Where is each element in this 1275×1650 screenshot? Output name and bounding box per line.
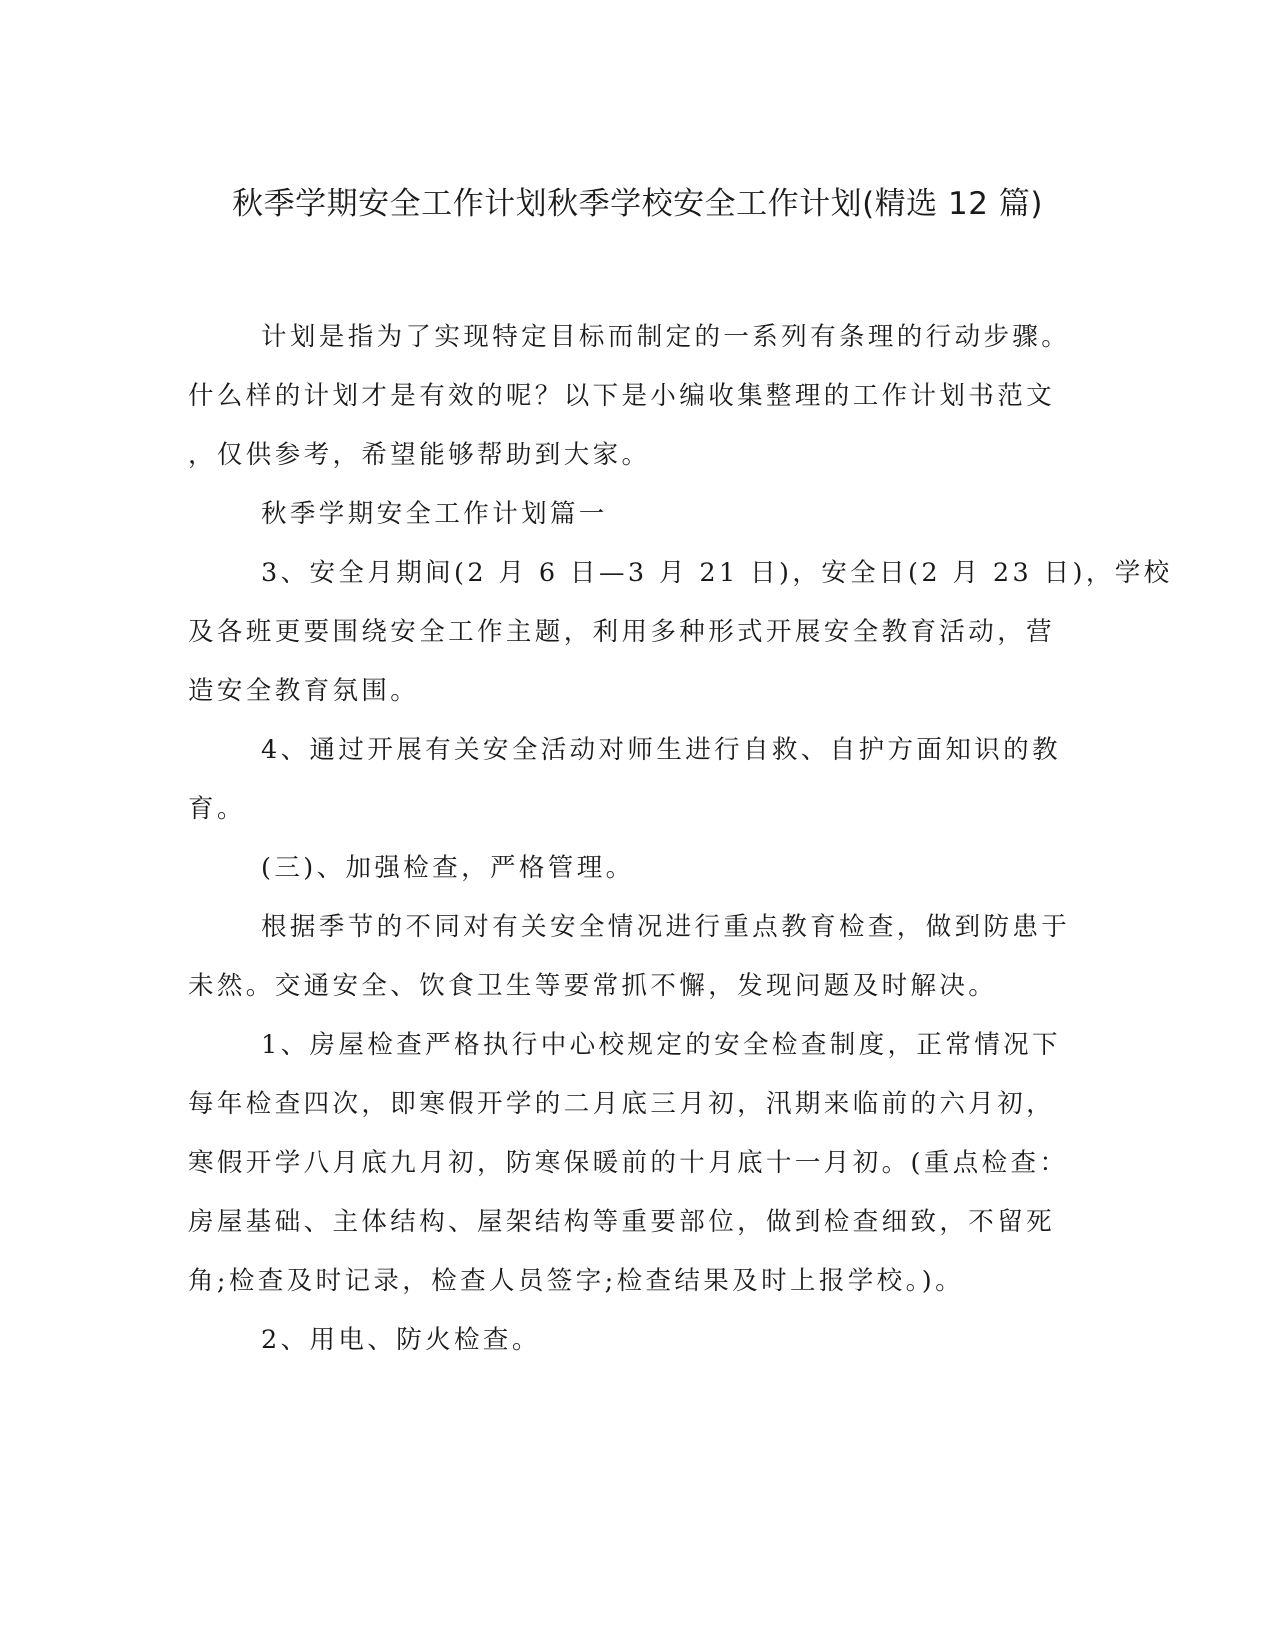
item-3-line-2: 及各班更要围绕安全工作主题，利用多种形式开展安全教育活动，营: [188, 617, 1056, 647]
item-1-line-2: 每年检查四次，即寒假开学的二月底三月初，汛期来临前的六月初，: [188, 1089, 1056, 1119]
item-1-line-1: 1、房屋检查严格执行中心校规定的安全检查制度，正常情况下: [261, 1030, 1061, 1060]
item-4-line-1: 4、通过开展有关安全活动对师生进行自救、自护方面知识的教: [261, 735, 1061, 765]
document-title: 秋季学期安全工作计划秋季学校安全工作计划(精选 12 篇): [232, 186, 1043, 222]
item-3-line-1: 3、安全月期间(2 月 6 日—3 月 21 日)，安全日(2 月 23 日)，学校: [261, 558, 1173, 588]
intro-line-2: 什么样的计划才是有效的呢？以下是小编收集整理的工作计划书范文: [188, 381, 1056, 411]
item-1-line-5: 角;检查及时记录，检查人员签字;检查结果及时上报学校。)。: [188, 1266, 964, 1296]
item-1-line-4: 房屋基础、主体结构、屋架结构等重要部位，做到检查细致，不留死: [188, 1207, 1056, 1237]
item-2-line-1: 2、用电、防火检查。: [261, 1325, 541, 1355]
subsection-heading: (三)、加强检查，严格管理。: [261, 853, 635, 883]
item-1-line-3: 寒假开学八月底九月初，防寒保暖前的十月底十一月初。(重点检查：: [188, 1148, 1069, 1178]
para-check-line-1: 根据季节的不同对有关安全情况进行重点教育检查，做到防患于: [261, 912, 1071, 942]
intro-line-3: ，仅供参考，希望能够帮助到大家。: [188, 440, 651, 470]
intro-line-1: 计划是指为了实现特定目标而制定的一系列有条理的行动步骤。: [261, 322, 1071, 352]
item-4-line-2: 育。: [188, 794, 246, 824]
item-3-line-3: 造安全教育氛围。: [188, 676, 420, 706]
section-heading: 秋季学期安全工作计划篇一: [261, 499, 608, 529]
para-check-line-2: 未然。交通安全、饮食卫生等要常抓不懈，发现问题及时解决。: [188, 971, 998, 1001]
